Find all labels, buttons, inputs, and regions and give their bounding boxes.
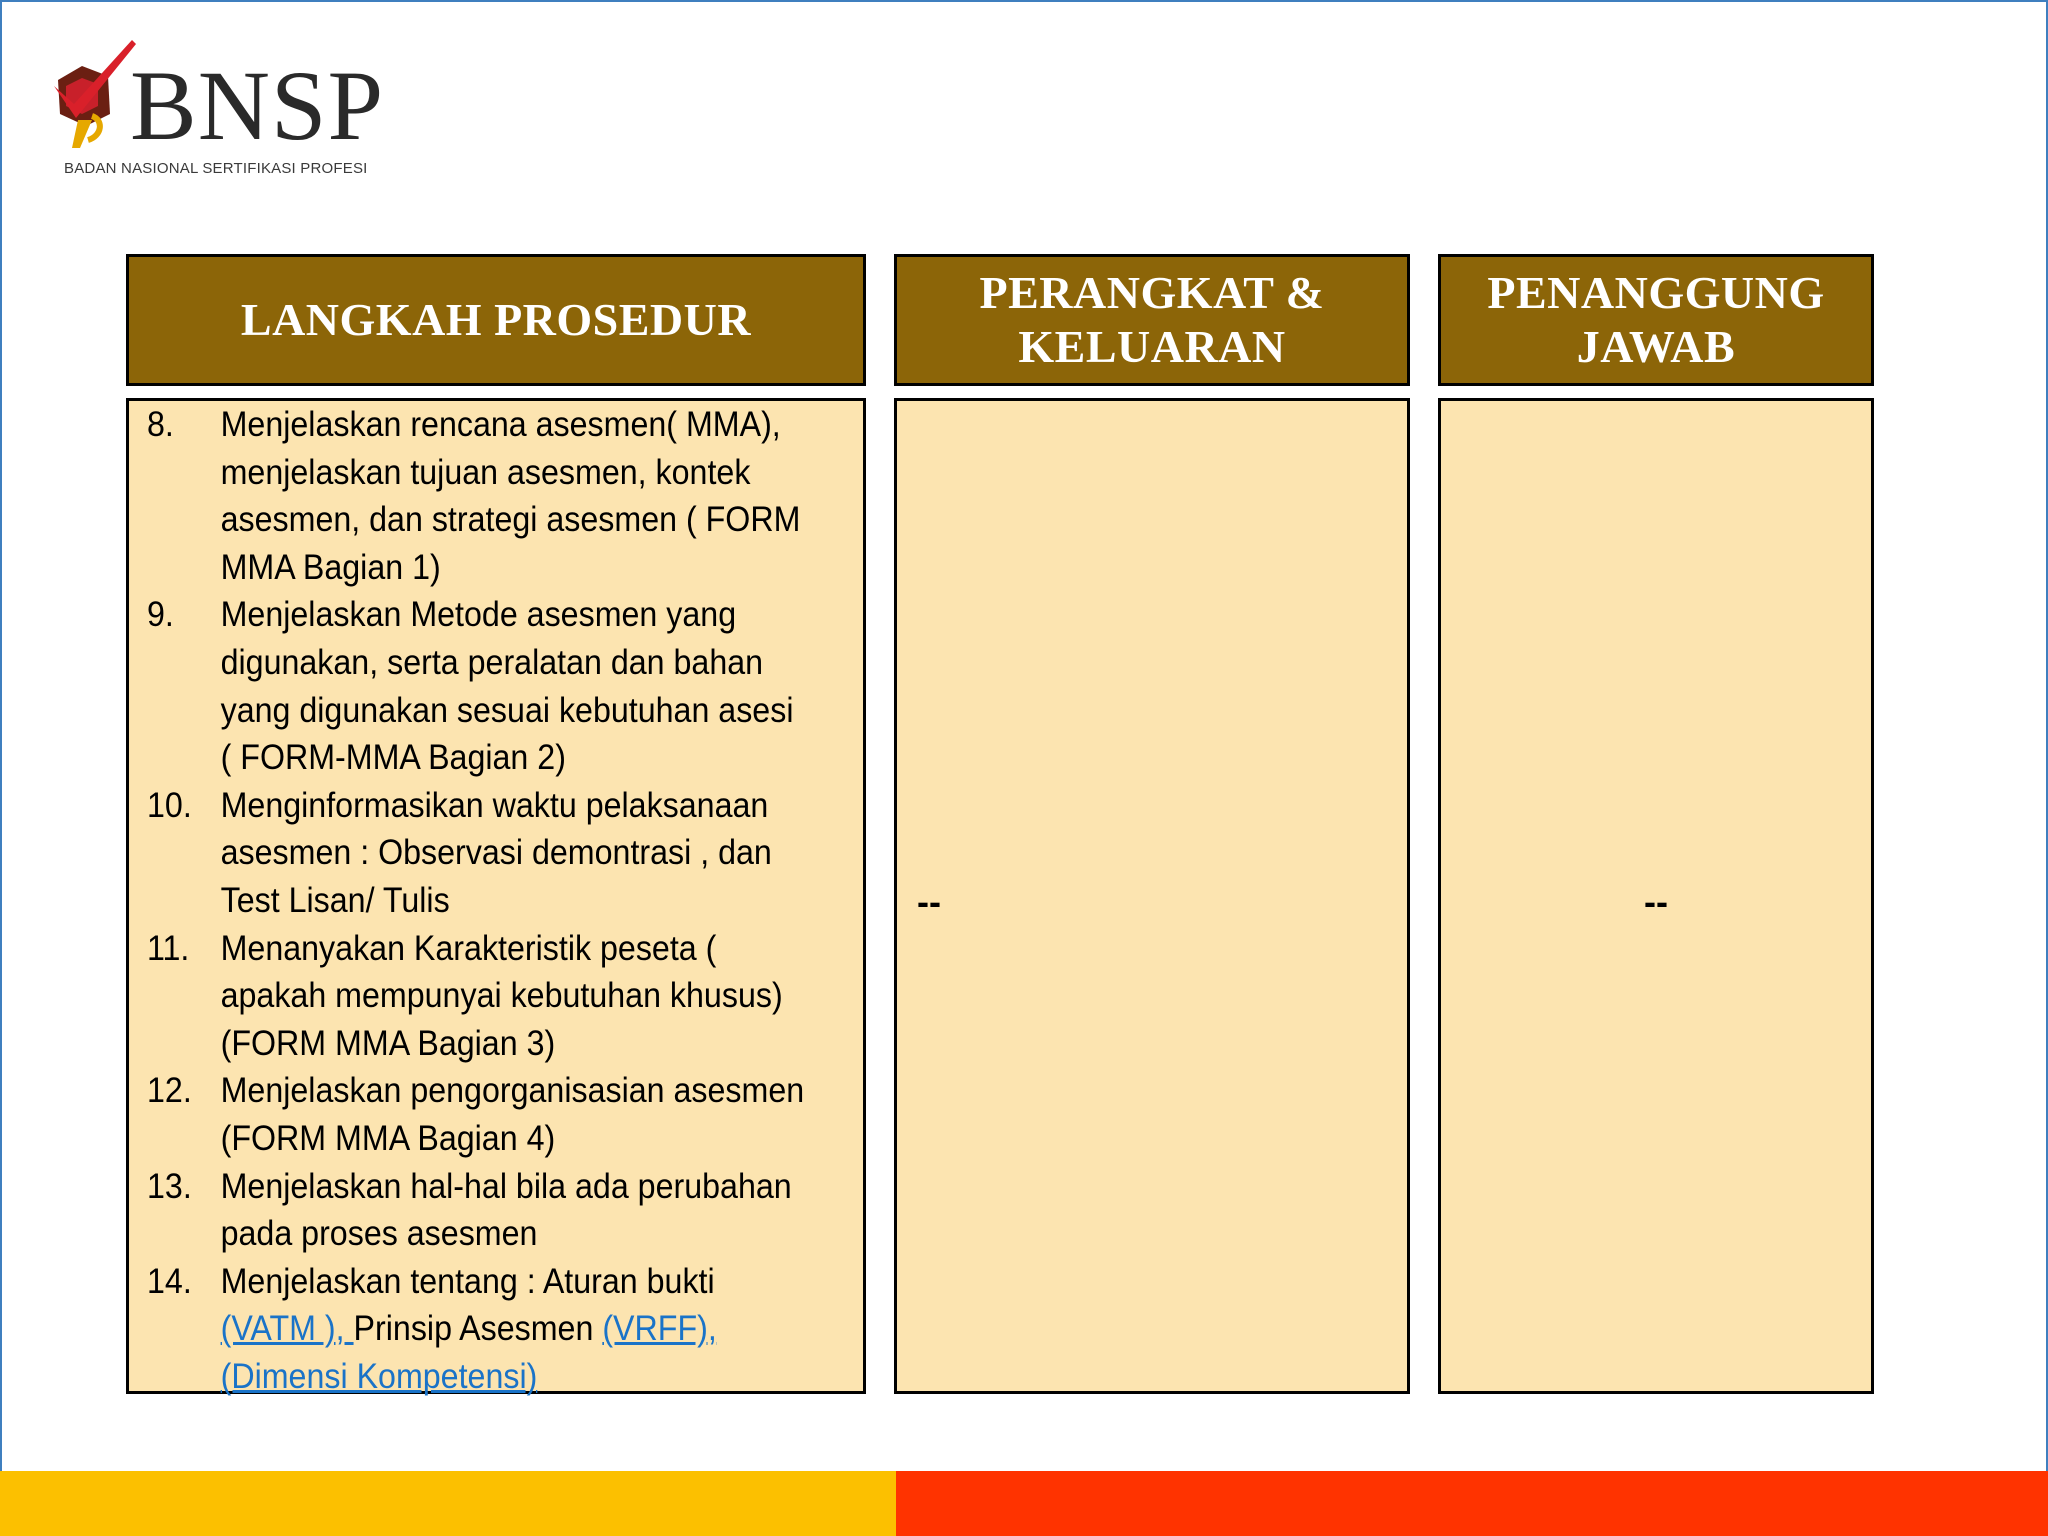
header-penanggung-jawab xyxy=(1438,254,1874,386)
step-number: 12. xyxy=(147,1071,192,1111)
step-text: Menginformasikan waktu pelaksanaan asesmen : Observasi demontrasi , dan Test Lisan/ Tulis xyxy=(220,785,772,920)
step-text-part: Menjelaskan tentang : Aturan bukti xyxy=(220,1261,715,1301)
header-perangkat-keluaran xyxy=(894,254,1410,386)
step-number: 10. xyxy=(147,785,192,825)
list-item xyxy=(147,1163,809,1258)
list-item xyxy=(147,401,809,591)
list-item xyxy=(147,782,809,925)
vatm-link[interactable]: (VATM ), xyxy=(220,1309,354,1349)
list-item xyxy=(147,1258,809,1401)
step-number: 13. xyxy=(147,1166,192,1206)
vrff-link[interactable]: (VRFF), xyxy=(602,1309,717,1349)
logo-wordmark: BNSP xyxy=(130,50,385,161)
step-text: Menjelaskan rencana asesmen( MMA), menjelaskan tujuan asesmen, kontek asesmen, dan strategi asesmen ( FORM MMA Bagian 1) xyxy=(220,405,801,587)
procedure-steps-box xyxy=(126,398,866,1394)
header-label: LANGKAH PROSEDUR xyxy=(240,293,752,345)
list-item xyxy=(147,925,809,1068)
step-text: Menjelaskan pengorganisasian asesmen (FORM MMA Bagian 4) xyxy=(220,1071,805,1158)
footer-bar-red xyxy=(896,1471,2048,1536)
step-text: Menanyakan Karakteristik peseta ( apakah mempunyai kebutuhan khusus) (FORM MMA Bagian 3) xyxy=(220,928,783,1063)
header-label-line1: PENANGGUNG xyxy=(1487,266,1825,318)
step-text: Menjelaskan hal-hal bila ada perubahan pada proses asesmen xyxy=(220,1166,792,1254)
step-text-part: Prinsip Asesmen xyxy=(353,1309,603,1349)
step-number: 8. xyxy=(147,405,174,444)
list-item xyxy=(147,591,809,781)
header-langkah-prosedur xyxy=(126,254,866,386)
penanggung-value: -- xyxy=(1644,881,1668,922)
list-item xyxy=(147,1067,809,1162)
header-label-line2: KELUARAN xyxy=(1018,321,1286,372)
step-number: 14. xyxy=(147,1261,192,1301)
dimensi-kompetensi-link[interactable]: (Dimensi Kompetensi) xyxy=(220,1356,538,1396)
step-text xyxy=(221,1258,810,1401)
step-number: 9. xyxy=(147,595,174,635)
footer-bar-yellow xyxy=(0,1471,896,1536)
perangkat-value: -- xyxy=(917,881,941,922)
bnsp-logo xyxy=(52,36,385,186)
step-text: Menjelaskan Metode asesmen yang digunakan, serta peralatan dan bahan yang digunakan sesuai kebutuhan asesi ( FORM-MMA Bagian 2) xyxy=(220,595,794,778)
penanggung-jawab-box xyxy=(1438,398,1874,1394)
bnsp-emblem-icon xyxy=(52,36,136,156)
logo-subtitle: BADAN NASIONAL SERTIFIKASI PROFESI xyxy=(64,160,368,177)
procedure-steps-list xyxy=(147,401,809,1400)
header-label-line1: PERANGKAT & xyxy=(979,266,1325,318)
perangkat-keluaran-box xyxy=(894,398,1410,1394)
step-number: 11. xyxy=(147,928,190,968)
header-label-line2: JAWAB xyxy=(1576,321,1736,372)
